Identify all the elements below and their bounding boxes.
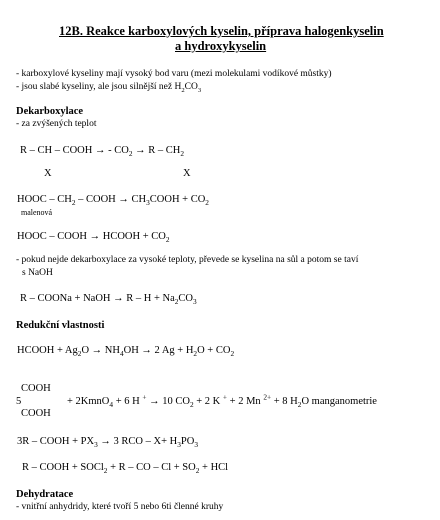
intro-line-1: - karboxylové kyseliny mají vysoký bod varu (mezi molekulami vodíkové můstky) bbox=[16, 69, 332, 79]
section-heading-decarboxylation: Dekarboxylace bbox=[16, 106, 84, 117]
page-title-line-2: a hydroxykyselin bbox=[175, 39, 267, 53]
stoichiometric-coefficient: 5 bbox=[16, 396, 22, 407]
malonic-acid-note: malenová bbox=[21, 208, 53, 217]
equation-decarboxylation-4: R – COONa + NaOH → $R - H + Na_2CO_3$ bbox=[20, 293, 197, 307]
decarboxylation-condition: - za zvýšených teplot bbox=[16, 119, 97, 129]
equation-reduction-pcl3: 3R – COOH + $PX_3 \to 3$ RCO – $X+ H_3PO_3$ bbox=[17, 436, 198, 450]
note-line-1: - pokud nejde dekarboxylace za vysoké teploty, převede se kyselina na sůl a potom se taví bbox=[16, 255, 359, 265]
dehydration-line: - vnitřní anhydridy, které tvoří 5 nebo 6ti členné kruhy bbox=[16, 502, 224, 512]
section-heading-reduction: Redukční vlastnosti bbox=[16, 320, 105, 331]
equation-manganometry: + 2KmnO$_4$ + 6 H + → 10 $CO_2 + 2$ K + + 2 Mn $^{2+}$ + 8 $H_2O$ manganometrie bbox=[67, 392, 377, 410]
oxalic-acid-top-cooh: COOH bbox=[21, 383, 51, 394]
equation-decarboxylation-2: HOOC – $CH_2$ – COOH → $CH_3COOH + CO_2$ bbox=[17, 194, 209, 208]
section-heading-dehydration: Dehydratace bbox=[16, 489, 74, 500]
equation-decarboxylation-1: R – CH – COOH → - $CO_2 \to R - CH_2$ bbox=[20, 145, 184, 159]
equation-decarboxylation-3: HOOC – COOH → HCOOH + $CO_2$ bbox=[17, 231, 170, 245]
page-title-line-1: 12B. Reakce karboxylových kyselin, příprava halogenkyselin bbox=[59, 24, 384, 38]
substituent-x-right: X bbox=[183, 168, 191, 179]
substituent-x-left: X bbox=[44, 168, 52, 179]
oxalic-acid-bottom-cooh: COOH bbox=[21, 408, 51, 419]
note-line-2: s NaOH bbox=[22, 268, 53, 278]
intro-line-2: - jsou slabé kyseliny, ale jsou silnější než $H_2CO_3$ bbox=[16, 82, 202, 94]
equation-reduction-1: HCOOH + $Ag_2O \to NH_4OH \to 2$ $Ag + H_2O + CO_2$ bbox=[17, 345, 235, 359]
equation-reduction-socl2: R – COOH + SOCl$_2$ + R – CO – $Cl + SO_2$ + HCl bbox=[22, 462, 229, 476]
